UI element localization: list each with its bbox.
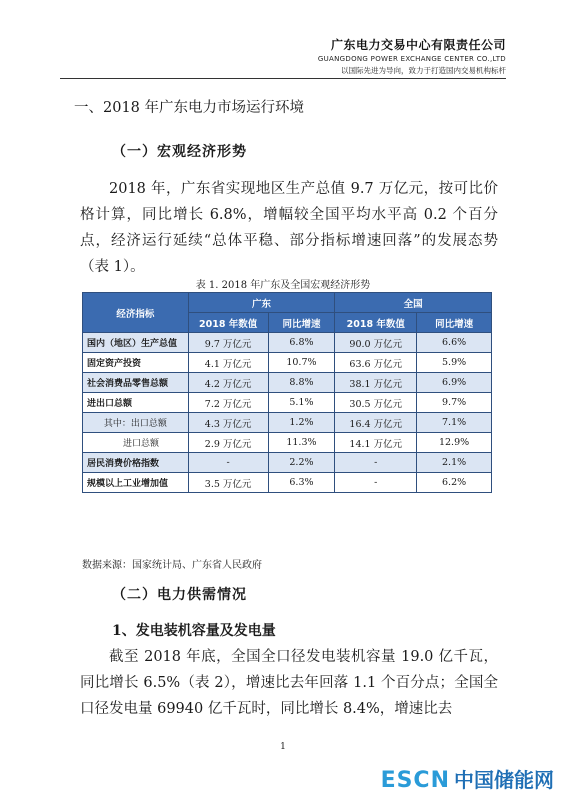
cn-value-cell: -	[335, 453, 417, 473]
page-number: 1	[280, 742, 286, 752]
table-row	[83, 413, 492, 433]
table-row	[83, 353, 492, 373]
gd-value-cell: 3.5 万亿元	[188, 473, 268, 493]
row-label: 进口总额	[83, 433, 189, 453]
cn-growth-cell: 9.7%	[417, 393, 492, 413]
cn-growth-cell: 6.6%	[417, 333, 492, 353]
header-cn-value: 2018 年数值	[335, 313, 417, 333]
gd-growth-cell: 11.3%	[268, 433, 335, 453]
gd-growth-cell: 6.8%	[268, 333, 335, 353]
header-divider	[60, 78, 506, 79]
company-slogan: 以国际先进为导向，致力于打造国内交易机构标杆	[341, 66, 506, 75]
subsection-title-macro: （一）宏观经济形势	[112, 144, 247, 160]
row-label: 进出口总额	[83, 393, 189, 413]
cn-value-cell: 90.0 万亿元	[335, 333, 417, 353]
gd-value-cell: 7.2 万亿元	[188, 393, 268, 413]
row-label: 固定资产投资	[83, 353, 189, 373]
table-row	[83, 433, 492, 453]
table-row	[83, 393, 492, 413]
watermark-name: 中国储能网	[454, 768, 554, 792]
header-national: 全国	[335, 293, 492, 313]
cn-value-cell: 14.1 万亿元	[335, 433, 417, 453]
header-indicator: 经济指标	[83, 293, 189, 333]
subsubsection-title-capacity: 1、发电装机容量及发电量	[112, 623, 276, 639]
table-caption: 表 1. 2018 年广东及全国宏观经济形势	[195, 280, 371, 291]
company-name-en: GUANGDONG POWER EXCHANGE CENTER CO.,LTD	[317, 55, 506, 63]
macro-economy-table	[82, 292, 492, 493]
row-label: 社会消费品零售总额	[83, 373, 189, 393]
watermark	[381, 764, 554, 793]
gd-value-cell: 4.2 万亿元	[188, 373, 268, 393]
header-gd-value: 2018 年数值	[188, 313, 268, 333]
cn-growth-cell: 7.1%	[417, 413, 492, 433]
header-cn-growth: 同比增速	[417, 313, 492, 333]
table-row	[83, 473, 492, 493]
row-label: 国内（地区）生产总值	[83, 333, 189, 353]
row-label: 居民消费价格指数	[83, 453, 189, 473]
cn-value-cell: 63.6 万亿元	[335, 353, 417, 373]
cn-growth-cell: 12.9%	[417, 433, 492, 453]
gd-growth-cell: 5.1%	[268, 393, 335, 413]
gd-growth-cell: 6.3%	[268, 473, 335, 493]
cn-growth-cell: 6.9%	[417, 373, 492, 393]
cn-value-cell: -	[335, 473, 417, 493]
header-block	[318, 36, 506, 76]
gd-growth-cell: 2.2%	[268, 453, 335, 473]
watermark-logo: ESCN	[380, 768, 450, 793]
table-source-note: 数据来源：国家统计局、广东省人民政府	[82, 560, 262, 571]
cn-growth-cell: 2.1%	[417, 453, 492, 473]
table-row	[83, 453, 492, 473]
cn-growth-cell: 5.9%	[417, 353, 492, 373]
header-gd-growth: 同比增速	[268, 313, 335, 333]
header-guangdong: 广东	[188, 293, 335, 313]
gd-growth-cell: 8.8%	[268, 373, 335, 393]
gd-value-cell: 9.7 万亿元	[188, 333, 268, 353]
table-row	[83, 333, 492, 353]
cn-value-cell: 16.4 万亿元	[335, 413, 417, 433]
cn-value-cell: 38.1 万亿元	[335, 373, 417, 393]
row-label: 规模以上工业增加值	[83, 473, 189, 493]
gd-growth-cell: 10.7%	[268, 353, 335, 373]
gd-value-cell: 2.9 万亿元	[188, 433, 268, 453]
cn-value-cell: 30.5 万亿元	[335, 393, 417, 413]
paragraph-macro: 2018 年，广东省实现地区生产总值 9.7 万亿元，按可比价格计算，同比增长 6.8%，增幅较全国平均水平高 0.2 个百分点，经济运行延续“总体平稳、部分指标增速回落”的发展态势（表 1）。	[80, 181, 498, 275]
subsection-title-power: （二）电力供需情况	[112, 587, 247, 603]
row-label: 其中：出口总额	[83, 413, 189, 433]
section-title: 一、2018 年广东电力市场运行环境	[74, 100, 305, 116]
gd-value-cell: -	[188, 453, 268, 473]
gd-value-cell: 4.1 万亿元	[188, 353, 268, 373]
company-name: 广东电力交易中心有限责任公司	[330, 38, 506, 52]
gd-value-cell: 4.3 万亿元	[188, 413, 268, 433]
cn-growth-cell: 6.2%	[417, 473, 492, 493]
gd-growth-cell: 1.2%	[268, 413, 335, 433]
table-row	[83, 373, 492, 393]
paragraph-capacity: 截至 2018 年底，全国全口径发电装机容量 19.0 亿千瓦，同比增长 6.5%（表 2），增速比去年回落 1.1 个百分点；全国全口径发电量 69940 亿千瓦时，同比增长 8.4%，增速比去	[80, 649, 498, 717]
